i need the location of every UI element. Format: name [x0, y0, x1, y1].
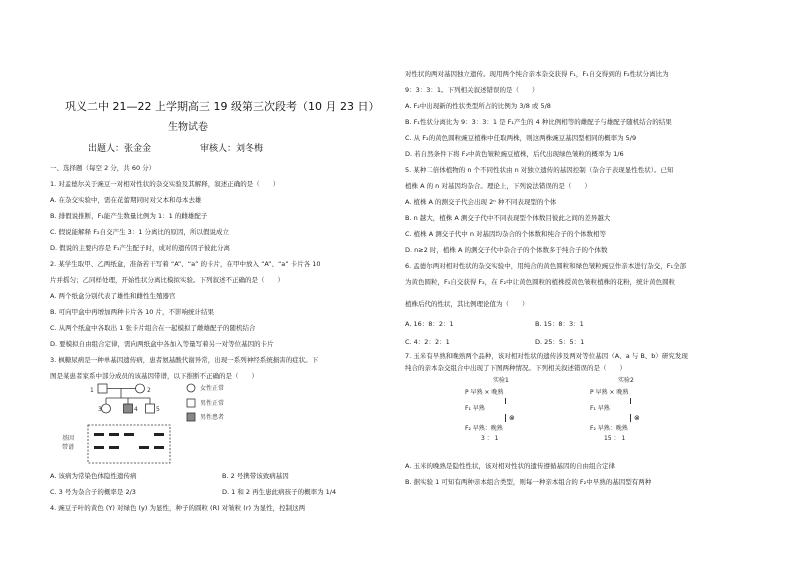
experiment-1 [465, 377, 565, 455]
pedigree-chart [60, 380, 290, 468]
legend-male-icon [187, 399, 195, 407]
exp2-ratio: 15 ： 1 [604, 435, 626, 442]
question-6-cont-2: 植株后代的性状，其比例理论值为（ ） [405, 300, 529, 308]
q4-cont-1: 对性状的两对基因独立遗传。现用两个纯合亲本杂交获得 F₁，F₁自交得到的 F₂性状分离比为 [405, 70, 669, 78]
legend-affected-label: 男性患者 [200, 414, 225, 421]
q1-option-a: A. 在杂交实验中，需在花蕾期同时对父本和母本去雄 [50, 196, 202, 204]
q6-option-b: B. 15：8：3：1 [535, 320, 584, 328]
num-2: 2 [147, 387, 151, 394]
section-heading: 一、选择题（每空 2 分，共 60 分） [50, 164, 156, 172]
q4-option-d: D. 若自然条件下将 F₂中黄色皱粒豌豆植株，后代出现绿色皱粒的概率为 1/6 [405, 150, 624, 158]
question-5-cont: 植株 A 的 n 对基因均杂合。理论上，下列说法错误的是（ ） [405, 182, 591, 190]
exp1-f2: F₂ 早熟：晚熟 [465, 425, 503, 432]
exam-title: 巩义二中 21—22 上学期高三 19 级第三次段考（10 月 23 日） [65, 100, 380, 113]
question-2: 2. 某学生取甲、乙两纸盒，准备若干写着 “A”、“a” 的卡片，在甲中放入 “A”、“a” 卡片各 10 [50, 260, 321, 268]
question-7-cont: 纯合的亲本杂交组合中出现了下图两种情况。下列相关叙述错误的是（ ） [405, 364, 626, 372]
q1-option-b: B. 排假说推断，F₁能产生数量比例为 1：1 的雌雄配子 [50, 212, 208, 220]
question-3-cont: 图是某患者家系中部分成员的该基因带谱，以下推断不正确的是（ ） [50, 372, 258, 380]
q3-option-a: A. 该病为常染色体隐性遗传病 [50, 472, 137, 480]
legend-female-icon [187, 384, 195, 392]
exp1-self-icon: ⊗ [509, 414, 515, 422]
pedigree-figure [60, 380, 290, 468]
exp2-f1: F₁ 早熟 [590, 405, 610, 412]
q5-option-b: B. n 越大，植株 A 测交子代中不同表现型个体数目彼此之间的差异越大 [405, 214, 611, 222]
reviewer: 审核人：刘冬梅 [200, 144, 264, 154]
pedigree-female-2 [136, 384, 145, 393]
q6-option-a: A. 16：8：2：1 [405, 320, 454, 328]
exp2-title: 实验2 [618, 377, 634, 384]
exp1-f1: F₁ 早熟 [465, 405, 485, 412]
q7-option-b: B. 据实验 1 可知有两种亲本组合类型，则每一种亲本组合的 F₂中早熟的基因型有两种 [405, 478, 652, 486]
pedigree-male-5 [146, 404, 155, 413]
legend-female-label: 女性正常 [200, 385, 225, 392]
question-4: 4. 豌豆子叶的黄色 (Y) 对绿色 (y) 为显性，种子的圆粒 (R) 对皱粒 (r) 为显性，控制这两 [50, 504, 306, 512]
q4-option-a: A. F₂中出现新的性状类型所占的比例为 3/8 或 5/8 [405, 102, 551, 110]
pedigree-affected-male-4 [124, 404, 133, 413]
q5-option-c: C. 植株 A 测交子代中 n 对基因均杂合的个体数和纯合子的个体数相等 [405, 230, 607, 238]
subject-title: 生物试卷 [168, 122, 208, 133]
num-3: 3 [98, 406, 102, 413]
q6-option-d: D. 25：5：5：1 [535, 338, 585, 346]
q6-option-c: C. 4：2：2：1 [405, 338, 450, 346]
q1-option-c: C. 假说能解释 F₂自交产生 3：1 分离比的原因，所以假说成立 [50, 228, 229, 236]
experiment-2 [590, 377, 690, 455]
question-1: 1. 对孟德尔关于豌豆一对相对性状的杂交实验及其解释，叙述正确的是（ ） [50, 180, 280, 188]
exp1-ratio: 3 ： 1 [481, 435, 499, 442]
left-column [50, 0, 393, 561]
question-3: 3. 枫糖尿病是一种单基因遗传病，患者氨基酸代谢异常，出现一系列神经系统损害的症状。下 [50, 356, 319, 364]
q3-option-d: D. 1 和 2 再生患此病孩子的概率为 1/4 [222, 488, 337, 496]
legend-affected-icon [187, 413, 195, 421]
q7-option-a: A. 玉米的晚熟是隐性性状，该对相对性状的遗传遵循基因的自由组合定律 [405, 462, 615, 470]
band-label-2: 带谱 [62, 444, 75, 451]
num-5: 5 [156, 406, 160, 413]
q2-option-a: A. 两个纸盒分别代表了雄性和雌性生殖器官 [50, 292, 176, 300]
q4-cont-2: 9：3：3：1。下列相关叙述错误的是（ ） [405, 86, 539, 94]
q5-option-d: D. n≥2 时，植株 A 的测交子代中杂合子的个体数多于纯合子的个体数 [405, 246, 608, 254]
q2-option-b: B. 可向甲盒中再增加两种卡片各 10 片，不影响统计结果 [50, 308, 214, 316]
q1-option-d: D. 假说的主要内容是 F₁产生配子时，成对的遗传因子彼此分离 [50, 244, 231, 252]
q5-option-a: A. 植株 A 的测交子代会出现 2ⁿ 种不同表现型的个体 [405, 198, 557, 206]
q4-option-c: C. 从 F₂的黄色圆粒豌豆植株中任取两株，则这两株豌豆基因型相同的概率为 5/9 [405, 134, 637, 142]
q3-option-b: B. 2 号携带该致病基因 [222, 472, 289, 480]
band-chart-frame [88, 425, 170, 463]
q4-option-b: B. F₁性状分离比为 9：3：3：1 是 F₁产生的 4 种比例相等的雌配子与雄配子随机结合的结果 [405, 118, 672, 126]
question-2-cont: 片并摇匀；乙同样处理，开始性状分离比模拟实验。下列叙述不正确的是（ ） [50, 276, 284, 284]
exp2-f2: F₂ 早熟：晚熟 [590, 425, 628, 432]
q2-option-c: C. 从两个纸盒中各取出 1 张卡片组合在一起模拟了雌雄配子的随机结合 [50, 324, 256, 332]
exp1-parents: P 早熟 × 晚熟 [465, 389, 504, 396]
author: 出题人：张金金 [88, 144, 152, 154]
band-label-1: 基因 [62, 435, 75, 442]
pedigree-male-1 [98, 384, 107, 393]
question-6-cont: 为黄色圆粒，F₁自交获得 F₂，在 F₂中让黄色圆粒的植株授黄色皱粒植株的花粉，统计黄色圆粒 [405, 278, 676, 286]
exp1-title: 实验1 [493, 377, 509, 384]
legend-male-label: 男性正常 [200, 400, 225, 407]
right-column [405, 0, 750, 561]
pedigree-female-3 [102, 404, 111, 413]
question-6: 6. 孟德尔两对相对性状的杂交实验中，用纯合的黄色圆粒和绿色皱粒豌豆作亲本进行杂交，F₁全部 [405, 262, 687, 270]
question-7: 7. 玉米有早熟和晚熟两个品种，该对相对性状的遗传涉及两对等位基因（A、a 与 B、b）研究发现 [405, 352, 688, 360]
q2-option-d: D. 要模拟自由组合定律，需向两纸盒中各加入等量写着另一对等位基因的卡片 [50, 340, 274, 348]
exp2-self-icon: ⊗ [634, 414, 640, 422]
num-4: 4 [134, 406, 138, 413]
q3-option-c: C. 3 号为杂合子的概率是 2/3 [50, 488, 136, 496]
question-5: 5. 某种二倍体植物的 n 个不同性状由 n 对独立遗传的基因控制（杂合子表现显性性状）。已知 [405, 166, 674, 174]
exp2-parents: P 早熟 × 晚熟 [590, 389, 629, 396]
num-1: 1 [90, 387, 94, 394]
